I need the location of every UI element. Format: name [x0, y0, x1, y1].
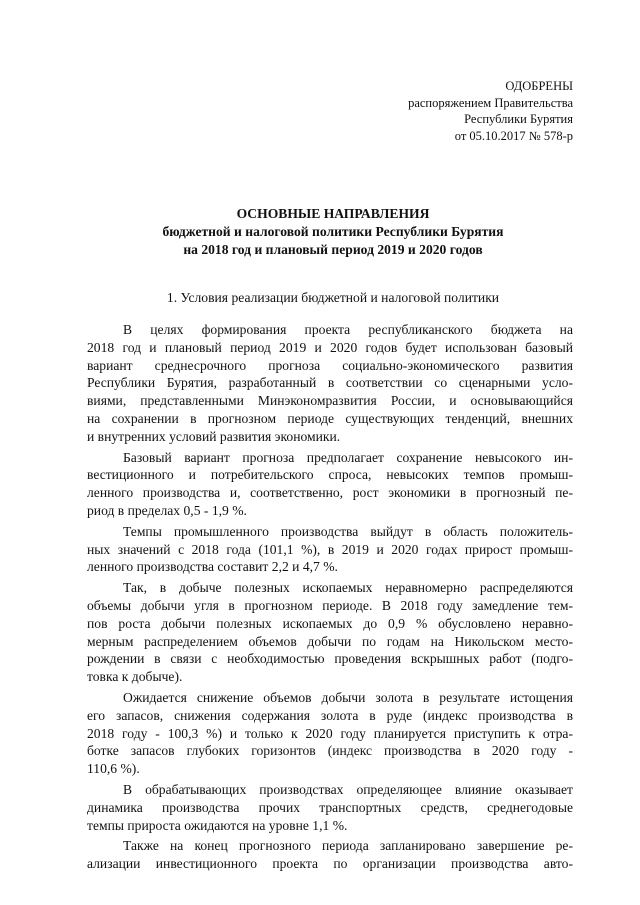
approval-authority: распоряжением Правительства	[408, 95, 573, 110]
paragraph-line: Также на конец прогнозного периода запланировано завершение ре-	[123, 838, 573, 854]
paragraph-line: товка к добыче).	[87, 669, 183, 685]
paragraph-line: ализации инвестиционного проекта по организации производства авто-	[87, 856, 573, 872]
paragraph-line: В обрабатывающих производствах определяющее влияние оказывает	[123, 781, 573, 797]
paragraph-line: ленного производства и, соответственно, рост экономики в прогнозный пе-	[87, 485, 573, 501]
document-title	[80, 205, 586, 259]
paragraph-line: 2018 году - 100,3 %) и только к 2020 году планируется приступить к отра-	[87, 725, 573, 741]
paragraph	[87, 523, 573, 576]
approval-stamp	[408, 78, 573, 144]
paragraph-line: и внутренних условий развития экономики.	[87, 428, 341, 444]
paragraph	[87, 579, 573, 686]
paragraph-line: Республики Бурятия, разработанный в соответствии со сценарными усло-	[87, 375, 573, 391]
paragraph-line: ботке запасов глубоких горизонтов (индекс производства в 2020 году -	[87, 743, 573, 759]
paragraph-line: Так, в добыче полезных ископаемых неравномерно распределяются	[123, 580, 573, 596]
paragraph	[87, 689, 573, 778]
paragraph-line: ных значений с 2018 года (101,1 %), в 2019 и 2020 годах прирост промыш-	[87, 541, 573, 557]
approval-status: ОДОБРЕНЫ	[505, 79, 573, 93]
paragraph-line: пов роста добычи полезных ископаемых до 0,9 % обусловлено неравно-	[87, 615, 573, 631]
paragraph-line: темпы прироста ожидаются на уровне 1,1 %.	[87, 817, 348, 833]
paragraph-line: его запасов, снижения содержания золота в руде (индекс производства в	[87, 707, 573, 723]
paragraph-line: рождении в связи с необходимостью проведения вскрышных работ (подго-	[87, 651, 573, 667]
paragraph-line: риод в пределах 0,5 - 1,9 %.	[87, 502, 247, 518]
paragraph	[87, 321, 573, 446]
paragraph-line: объемы добычи угля в прогнозном периоде. В 2018 году замедление тем-	[87, 597, 573, 613]
paragraph	[87, 837, 573, 873]
paragraph-line: 110,6 %).	[87, 761, 140, 777]
paragraph-line: Темпы промышленного производства выйдут в область положитель-	[123, 523, 573, 539]
paragraph-line: динамика производства прочих транспортных средств, среднегодовые	[87, 799, 573, 815]
paragraph-line: вестиционного и потребительского спроса, невысоких темпов промыш-	[87, 467, 573, 483]
title-line-2: бюджетной и налоговой политики Республики Бурятия	[162, 224, 504, 239]
section-heading: 1. Условия реализации бюджетной и налоговой политики	[166, 290, 500, 305]
paragraph-line: виями, представленными Минэкономразвития России, и основывающийся	[87, 393, 573, 409]
paragraph-line: Ожидается снижение объемов добычи золота в результате истощения	[123, 689, 573, 705]
title-line-3: на 2018 год и плановый период 2019 и 2020 годов	[183, 242, 483, 257]
body-text	[87, 321, 573, 876]
paragraph-line: мерным распределением объемов добычи по годам на Никольском место-	[87, 633, 573, 649]
paragraph-line: Базовый вариант прогноза предполагает сохранение невысокого ин-	[123, 449, 573, 465]
approval-republic: Республики Бурятия	[464, 112, 573, 126]
paragraph	[87, 781, 573, 834]
title-line-1: ОСНОВНЫЕ НАПРАВЛЕНИЯ	[236, 206, 430, 221]
approval-date-number: от 05.10.2017 № 578-р	[454, 128, 573, 143]
paragraph-line: ленного производства составит 2,2 и 4,7 %.	[87, 559, 338, 575]
paragraph-line: В целях формирования проекта республиканского бюджета на	[123, 322, 573, 337]
paragraph-line: на сохранении в прогнозном периоде существующих тенденций, внешних	[87, 410, 573, 426]
paragraph-line: вариант среднесрочного прогноза социально-экономического развития	[87, 357, 573, 373]
paragraph-line: 2018 год и плановый период 2019 и 2020 годов будет использован базовый	[87, 339, 573, 355]
paragraph	[87, 449, 573, 520]
